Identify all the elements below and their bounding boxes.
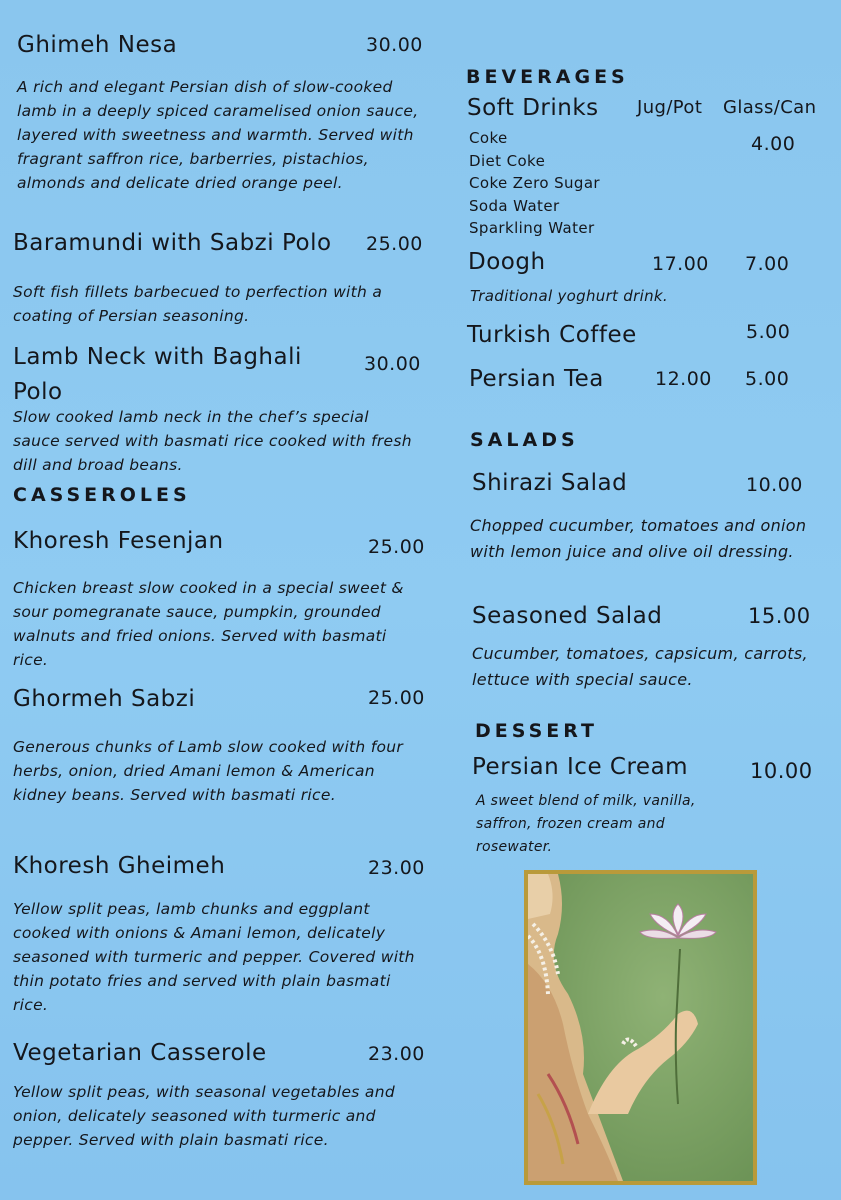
item-price: 25.00 (368, 536, 425, 558)
section-title-casseroles: CASSEROLES (13, 484, 191, 506)
item-description: Soft fish fillets barbecued to perfection with a coating of Persian seasoning. (13, 283, 383, 325)
soft-drink-item: Coke (469, 129, 508, 147)
item-name: Baramundi with Sabzi Polo (13, 230, 332, 256)
item-price-jug: 12.00 (655, 368, 712, 390)
item-description: Traditional yoghurt drink. (470, 287, 668, 305)
item-description: Cucumber, tomatoes, capsicum, carrots, lettuce with special sauce. (472, 644, 808, 689)
item-price: 30.00 (366, 34, 423, 56)
column-header-glass: Glass/Can (723, 97, 817, 118)
soft-drink-item: Soda Water (469, 196, 560, 215)
section-title-beverages: BEVERAGES (466, 66, 629, 88)
persian-painting-image (524, 870, 757, 1185)
item-price: 23.00 (368, 857, 425, 879)
item-description: A rich and elegant Persian dish of slow-cooked lamb in a deeply spiced caramelised onion sauce, layered with sweetness and warmth. Served with fragrant saffron rice, barberries, pistachios, almonds and delicate dried orange peel. (17, 78, 419, 192)
item-name: Doogh (468, 249, 546, 275)
item-name: Shirazi Salad (472, 470, 628, 496)
item-price-glass: 7.00 (745, 253, 790, 275)
item-price: 30.00 (364, 353, 421, 375)
item-description: Chopped cucumber, tomatoes and onion with lemon juice and olive oil dressing. (470, 516, 807, 561)
item-name: Khoresh Fesenjan (13, 528, 224, 554)
soft-drink-list (469, 127, 600, 240)
item-price: 25.00 (366, 233, 423, 255)
item-name: Ghormeh Sabzi (13, 686, 196, 712)
item-description: Slow cooked lamb neck in the chef’s special sauce served with basmati rice cooked with fresh dill and broad beans. (13, 408, 412, 474)
soft-drink-item: Diet Coke (469, 151, 546, 170)
item-name: Seasoned Salad (472, 603, 663, 629)
item-description: A sweet blend of milk, vanilla, saffron, frozen cream and rosewater. (476, 793, 696, 855)
soft-drink-item: Sparkling Water (469, 219, 595, 237)
soft-drinks-heading: Soft Drinks (467, 95, 599, 121)
item-description: Yellow split peas, lamb chunks and eggplant cooked with onions & Amani lemon, delicately seasoned with turmeric and pepper. Covered with thin potato fries and served with plain basmati rice. (13, 900, 415, 1014)
lady-with-lotus-illustration (528, 874, 753, 1181)
item-name: Persian Tea (469, 366, 604, 392)
item-name: Persian Ice Cream (472, 754, 689, 780)
section-title-salads: SALADS (470, 429, 579, 451)
item-description: Yellow split peas, with seasonal vegetables and onion, delicately seasoned with turmeric and pepper. Served with plain basmati rice. (13, 1083, 395, 1149)
item-description: Generous chunks of Lamb slow cooked with four herbs, onion, dried Amani lemon & American kidney beans. Served with basmati rice. (13, 738, 404, 804)
soft-drink-price: 4.00 (751, 133, 796, 155)
item-price-jug: 17.00 (652, 253, 709, 275)
item-price: 10.00 (750, 759, 813, 783)
item-price: 25.00 (368, 687, 425, 709)
item-name: Khoresh Gheimeh (13, 853, 226, 879)
item-name: Vegetarian Casserole (13, 1040, 267, 1066)
item-price: 23.00 (368, 1043, 425, 1065)
item-price: 10.00 (746, 474, 803, 496)
column-header-jug: Jug/Pot (637, 97, 703, 118)
item-price-glass: 5.00 (746, 321, 791, 343)
soft-drink-item: Coke Zero Sugar (469, 174, 600, 192)
item-price-glass: 5.00 (745, 368, 790, 390)
item-name: Lamb Neck with Baghali Polo (13, 344, 302, 405)
item-name: Turkish Coffee (467, 322, 637, 348)
item-price: 15.00 (748, 604, 811, 628)
item-name: Ghimeh Nesa (17, 32, 178, 58)
section-title-dessert: DESSERT (475, 720, 598, 742)
item-description: Chicken breast slow cooked in a special sweet & sour pomegranate sauce, pumpkin, grounded walnuts and fried onions. Served with basmati rice. (13, 579, 404, 669)
